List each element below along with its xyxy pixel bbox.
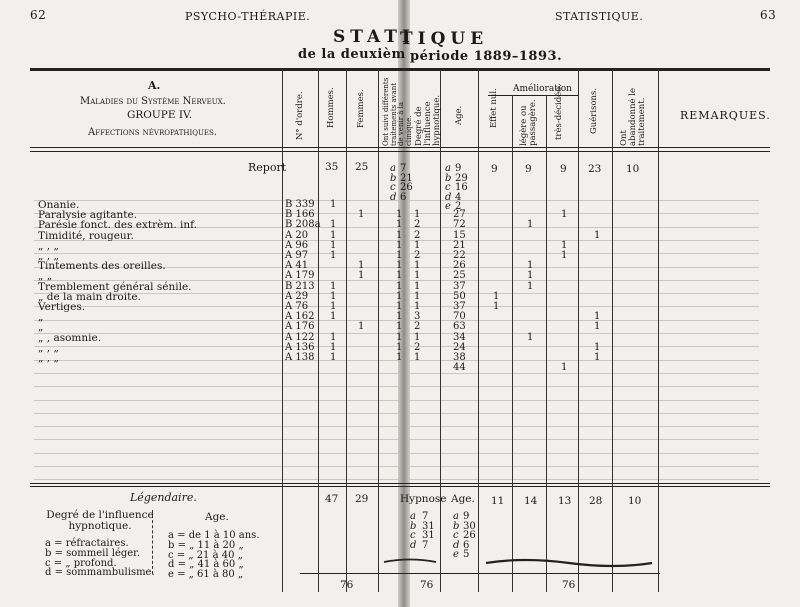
row-prior-treatment: 1 bbox=[396, 209, 403, 221]
row-age: 70 bbox=[453, 311, 466, 323]
section-category: Maladies du Système Nerveux. bbox=[80, 96, 226, 107]
legend-age-item: d = „ 41 à 60 „ bbox=[168, 559, 244, 571]
row-no-effect: 1 bbox=[493, 290, 500, 302]
report-abandoned: 10 bbox=[626, 163, 640, 175]
row-women: 1 bbox=[358, 321, 365, 333]
col-header-decided: très-décidée. bbox=[554, 84, 564, 140]
row-order-number: A 179 bbox=[285, 270, 315, 282]
col-line bbox=[440, 70, 441, 592]
row-degree: 2 bbox=[414, 321, 421, 333]
report-age-letter: d bbox=[445, 191, 452, 203]
legend-degree-item: a = réfractaires. bbox=[45, 538, 129, 549]
total-decided: 13 bbox=[558, 495, 572, 507]
ledger-rule bbox=[34, 400, 759, 401]
row-diagnosis: „ bbox=[38, 311, 44, 324]
row-prior-treatment: 1 bbox=[396, 331, 403, 343]
table-top-rule bbox=[30, 68, 770, 71]
row-men: 1 bbox=[330, 280, 337, 292]
row-men: 1 bbox=[330, 250, 337, 261]
row-order-number: B 166 bbox=[285, 209, 315, 221]
report-degree-letter: b bbox=[390, 172, 397, 184]
row-degree: 1 bbox=[414, 290, 421, 302]
row-order-number: B 213 bbox=[285, 280, 315, 292]
col-line bbox=[318, 70, 319, 592]
col-header-degree: Degré de l'influence hypnotique. bbox=[414, 94, 442, 146]
row-prior-treatment: 1 bbox=[396, 341, 403, 353]
row-prior-treatment: 1 bbox=[396, 229, 403, 241]
col-line bbox=[346, 70, 347, 592]
swash-decoration bbox=[484, 556, 654, 570]
row-diagnosis: „ „ bbox=[38, 270, 53, 283]
section-group: GROUPE IV. bbox=[127, 109, 193, 121]
left-running-title: PSYCHO-THÉRAPIE. bbox=[185, 10, 311, 23]
row-degree: 1 bbox=[414, 352, 421, 363]
col-header-improvement: Amélioration bbox=[513, 84, 572, 94]
row-age: 38 bbox=[453, 352, 466, 363]
col-header-order: N° d'ordre. bbox=[295, 91, 305, 140]
report-degree-value: 21 bbox=[400, 172, 413, 184]
ledger-rule bbox=[34, 453, 759, 454]
total-age-value: 9 bbox=[463, 511, 470, 522]
page-subtitle-right: période 1889–1893. bbox=[410, 49, 563, 64]
row-degree: 1 bbox=[414, 280, 421, 292]
col-header-women: Femmes. bbox=[356, 89, 366, 128]
report-men: 35 bbox=[325, 161, 339, 173]
row-age: 15 bbox=[453, 229, 466, 241]
row-prior-treatment: 1 bbox=[396, 321, 403, 333]
legend-degree-title: Degré de l'influence hypnotique. bbox=[46, 509, 154, 532]
row-age: 37 bbox=[453, 280, 466, 292]
report-age-value: 16 bbox=[455, 182, 468, 193]
report-age-letter: c bbox=[445, 182, 451, 193]
legend-age-item: e = „ 61 à 80 „ bbox=[168, 569, 244, 581]
report-degree-value: 7 bbox=[400, 163, 407, 174]
row-degree: 1 bbox=[414, 270, 421, 282]
legend-age-title: Age. bbox=[205, 511, 229, 523]
total-age-letter: b bbox=[453, 520, 460, 532]
row-age: 72 bbox=[453, 219, 466, 231]
col-line bbox=[478, 70, 479, 592]
section-subgroup: Affections névropathiques. bbox=[88, 127, 217, 138]
legend-degree-item: c = „ profond. bbox=[45, 557, 117, 569]
total-age-letter: a bbox=[453, 511, 459, 522]
col-header-treatments: Ont suivi différents traitements avant de venir à la clinique. bbox=[382, 77, 413, 146]
total-cures: 28 bbox=[589, 495, 603, 507]
row-age: 63 bbox=[453, 321, 466, 333]
page-title-right: TIQUE bbox=[400, 29, 489, 49]
row-men: 1 bbox=[330, 290, 337, 302]
row-degree: 2 bbox=[414, 229, 421, 241]
table-totals-rule-2 bbox=[30, 486, 770, 487]
row-age: 44 bbox=[453, 362, 466, 374]
row-order-number: A 29 bbox=[285, 290, 309, 302]
row-order-number: A 20 bbox=[285, 229, 309, 241]
total-degree-value: 7 bbox=[422, 511, 429, 522]
improvement-rule bbox=[488, 95, 578, 96]
total-degree-letter: c bbox=[410, 530, 416, 541]
row-age: 37 bbox=[453, 301, 466, 312]
row-age: 25 bbox=[453, 270, 466, 282]
total-age-letter: d bbox=[453, 539, 460, 551]
report-no-effect: 9 bbox=[491, 163, 498, 175]
row-diagnosis: Vertiges. bbox=[38, 301, 86, 313]
row-degree: 2 bbox=[414, 219, 421, 231]
row-diagnosis: Paralysie agitante. bbox=[38, 209, 138, 222]
report-age-letter: a bbox=[445, 163, 451, 174]
grand-total-left: 76 bbox=[340, 579, 354, 591]
row-women: 1 bbox=[358, 209, 365, 221]
row-diagnosis: Onanie. bbox=[38, 199, 80, 211]
row-diagnosis: „ , „ bbox=[38, 239, 59, 252]
row-diagnosis: „ , „ bbox=[38, 341, 59, 354]
row-order-number: A 41 bbox=[285, 260, 309, 272]
row-no-effect: 1 bbox=[493, 301, 500, 312]
report-age-value: 29 bbox=[455, 172, 468, 184]
ledger-rule bbox=[34, 200, 759, 201]
total-age-label: Age. bbox=[451, 493, 475, 505]
total-degree-letter: a bbox=[410, 511, 416, 522]
total-degree-letter: d bbox=[410, 539, 417, 551]
table-header-rule-2 bbox=[30, 151, 770, 152]
row-light-improvement: 1 bbox=[527, 331, 534, 343]
row-order-number: A 138 bbox=[285, 352, 315, 363]
report-decided: 9 bbox=[560, 163, 567, 175]
row-age: 24 bbox=[453, 341, 466, 353]
total-degree-value: 31 bbox=[422, 530, 435, 541]
ledger-rule bbox=[34, 466, 759, 467]
row-men: 1 bbox=[330, 229, 337, 241]
total-degree-value: 7 bbox=[422, 539, 429, 551]
col-header-remarks: REMARQUES. bbox=[680, 109, 771, 122]
row-diagnosis: Timidité, rougeur. bbox=[38, 229, 134, 242]
row-prior-treatment: 1 bbox=[396, 250, 403, 261]
col-header-cures: Guérisons. bbox=[589, 87, 599, 134]
total-degree-label: Hypnose bbox=[400, 493, 447, 505]
row-degree: 1 bbox=[414, 239, 421, 251]
report-degree-letter: a bbox=[390, 163, 396, 174]
legend-age-item: b = „ 11 à 20 „ bbox=[168, 539, 244, 551]
row-age: 21 bbox=[453, 239, 466, 251]
col-line bbox=[546, 95, 547, 592]
total-age-value: 26 bbox=[463, 530, 476, 541]
row-men: 1 bbox=[330, 331, 337, 343]
row-prior-treatment: 1 bbox=[396, 352, 403, 363]
report-age-value: 2 bbox=[455, 201, 462, 212]
row-degree: 1 bbox=[414, 209, 421, 221]
row-degree: 1 bbox=[414, 331, 421, 343]
report-age-letter: b bbox=[445, 172, 452, 184]
report-age-letter: e bbox=[445, 201, 451, 212]
report-age-value: 4 bbox=[455, 191, 462, 203]
report-degree-letter: d bbox=[390, 191, 397, 203]
row-diagnosis: „ bbox=[38, 321, 44, 334]
total-abandoned: 10 bbox=[628, 495, 642, 507]
report-cures: 23 bbox=[588, 163, 602, 175]
row-diagnosis: „ , „ bbox=[38, 250, 59, 262]
row-men: 1 bbox=[330, 239, 337, 251]
row-decided-improvement: 1 bbox=[561, 239, 568, 251]
ledger-rule bbox=[34, 386, 759, 387]
row-degree: 3 bbox=[414, 311, 421, 323]
row-light-improvement: 1 bbox=[527, 219, 534, 231]
report-degree-value: 26 bbox=[400, 182, 413, 193]
row-age: 50 bbox=[453, 290, 466, 302]
section-letter: A. bbox=[148, 79, 161, 92]
row-light-improvement: 1 bbox=[527, 270, 534, 282]
row-diagnosis: „ de la main droite. bbox=[38, 290, 141, 303]
row-cure: 1 bbox=[594, 341, 601, 353]
table-totals-rule bbox=[30, 483, 770, 484]
row-order-number: A 162 bbox=[285, 311, 315, 323]
total-age-value: 30 bbox=[463, 520, 476, 532]
row-order-number: A 96 bbox=[285, 239, 309, 251]
page-subtitle-left: de la deuxièm bbox=[298, 47, 406, 62]
total-age-letter: e bbox=[453, 549, 459, 560]
grand-total-mid: 76 bbox=[420, 579, 434, 591]
ledger-rule bbox=[34, 439, 759, 440]
table-header-rule bbox=[30, 147, 770, 148]
row-prior-treatment: 1 bbox=[396, 301, 403, 312]
row-age: 22 bbox=[453, 250, 466, 261]
row-order-number: A 176 bbox=[285, 321, 315, 333]
report-light: 9 bbox=[525, 163, 532, 175]
row-order-number: A 122 bbox=[285, 331, 315, 343]
report-age-value: 9 bbox=[455, 163, 462, 174]
row-prior-treatment: 1 bbox=[396, 239, 403, 251]
row-women: 1 bbox=[358, 260, 365, 272]
row-cure: 1 bbox=[594, 311, 601, 323]
row-order-number: B 339 bbox=[285, 199, 315, 210]
row-order-number: B 208a bbox=[285, 219, 321, 231]
legend-age-item: a = de 1 à 10 ans. bbox=[168, 530, 260, 541]
row-men: 1 bbox=[330, 199, 337, 210]
col-line bbox=[578, 70, 579, 592]
row-diagnosis: „ , asomnie. bbox=[38, 331, 102, 344]
report-women: 25 bbox=[355, 161, 369, 173]
total-degree-letter: b bbox=[410, 520, 417, 532]
row-prior-treatment: 1 bbox=[396, 270, 403, 282]
row-prior-treatment: 1 bbox=[396, 311, 403, 323]
row-cure: 1 bbox=[594, 352, 601, 363]
row-prior-treatment: 1 bbox=[396, 280, 403, 292]
left-page-number: 62 bbox=[30, 8, 47, 22]
row-men: 1 bbox=[330, 311, 337, 323]
ledger-rule bbox=[34, 373, 759, 374]
col-header-men: Hommes. bbox=[326, 87, 336, 128]
total-women: 29 bbox=[355, 493, 369, 505]
legend-divider bbox=[152, 510, 153, 574]
right-running-title: STATISTIQUE. bbox=[555, 10, 644, 23]
col-header-abandoned: Ont abandonné le traitement. bbox=[619, 87, 647, 146]
swash-decoration-small bbox=[382, 556, 438, 568]
row-age: 27 bbox=[453, 209, 466, 221]
row-men: 1 bbox=[330, 219, 337, 231]
row-men: 1 bbox=[330, 352, 337, 363]
row-decided-improvement: 1 bbox=[561, 209, 568, 221]
row-decided-improvement: 1 bbox=[561, 250, 568, 261]
col-line bbox=[658, 70, 659, 592]
row-age: 34 bbox=[453, 331, 466, 343]
col-line bbox=[282, 70, 283, 592]
row-diagnosis: „ , „ bbox=[38, 352, 59, 364]
row-degree: 1 bbox=[414, 301, 421, 312]
legend-age-item: c = „ 21 à 40 „ bbox=[168, 549, 243, 561]
report-label: Report bbox=[248, 161, 287, 174]
total-age-letter: c bbox=[453, 530, 459, 541]
ledger-rule bbox=[34, 413, 759, 414]
total-light: 14 bbox=[524, 495, 538, 507]
row-light-improvement: 1 bbox=[527, 280, 534, 292]
row-diagnosis: Parésie fonct. des extrèm. inf. bbox=[38, 219, 197, 232]
page-title-left: STATI bbox=[333, 27, 415, 47]
row-order-number: A 76 bbox=[285, 301, 309, 312]
grand-total-rule bbox=[300, 573, 660, 574]
total-age-value: 5 bbox=[463, 549, 470, 560]
legend-degree-item: d = sommambulisme. bbox=[45, 567, 155, 579]
total-no-effect: 11 bbox=[491, 495, 505, 507]
report-degree-value: 6 bbox=[400, 191, 407, 203]
grand-total-right: 76 bbox=[562, 579, 576, 591]
total-degree-value: 31 bbox=[422, 520, 435, 532]
row-men: 1 bbox=[330, 341, 337, 353]
row-prior-treatment: 1 bbox=[396, 290, 403, 302]
row-decided-improvement: 1 bbox=[561, 362, 568, 374]
col-line bbox=[378, 70, 379, 592]
row-degree: 1 bbox=[414, 260, 421, 272]
row-cure: 1 bbox=[594, 321, 601, 333]
row-order-number: A 136 bbox=[285, 341, 315, 353]
row-men: 1 bbox=[330, 301, 337, 312]
row-diagnosis: Tintements des oreilles. bbox=[38, 260, 166, 273]
row-prior-treatment: 1 bbox=[396, 260, 403, 272]
row-cure: 1 bbox=[594, 229, 601, 241]
legend-title: Légendaire. bbox=[130, 491, 197, 504]
row-order-number: A 97 bbox=[285, 250, 309, 261]
row-women: 1 bbox=[358, 270, 365, 282]
col-header-age: Age. bbox=[454, 105, 464, 125]
legend-degree-item: b = sommeil léger. bbox=[45, 547, 141, 559]
row-prior-treatment: 1 bbox=[396, 219, 403, 231]
row-light-improvement: 1 bbox=[527, 260, 534, 272]
row-diagnosis: Tremblement général sénile. bbox=[38, 280, 192, 293]
report-degree-letter: c bbox=[390, 182, 396, 193]
row-degree: 2 bbox=[414, 250, 421, 261]
total-age-value: 6 bbox=[463, 539, 470, 551]
col-line bbox=[612, 70, 613, 592]
col-line bbox=[512, 95, 513, 592]
row-degree: 2 bbox=[414, 341, 421, 353]
total-men: 47 bbox=[325, 493, 339, 505]
ledger-rule bbox=[34, 426, 759, 427]
ledger-rule bbox=[34, 479, 759, 480]
col-header-light: légère ou passagère. bbox=[519, 99, 538, 146]
row-age: 26 bbox=[453, 260, 466, 272]
right-page-number: 63 bbox=[760, 8, 777, 22]
col-header-no-effect: Effet nul. bbox=[489, 88, 499, 128]
